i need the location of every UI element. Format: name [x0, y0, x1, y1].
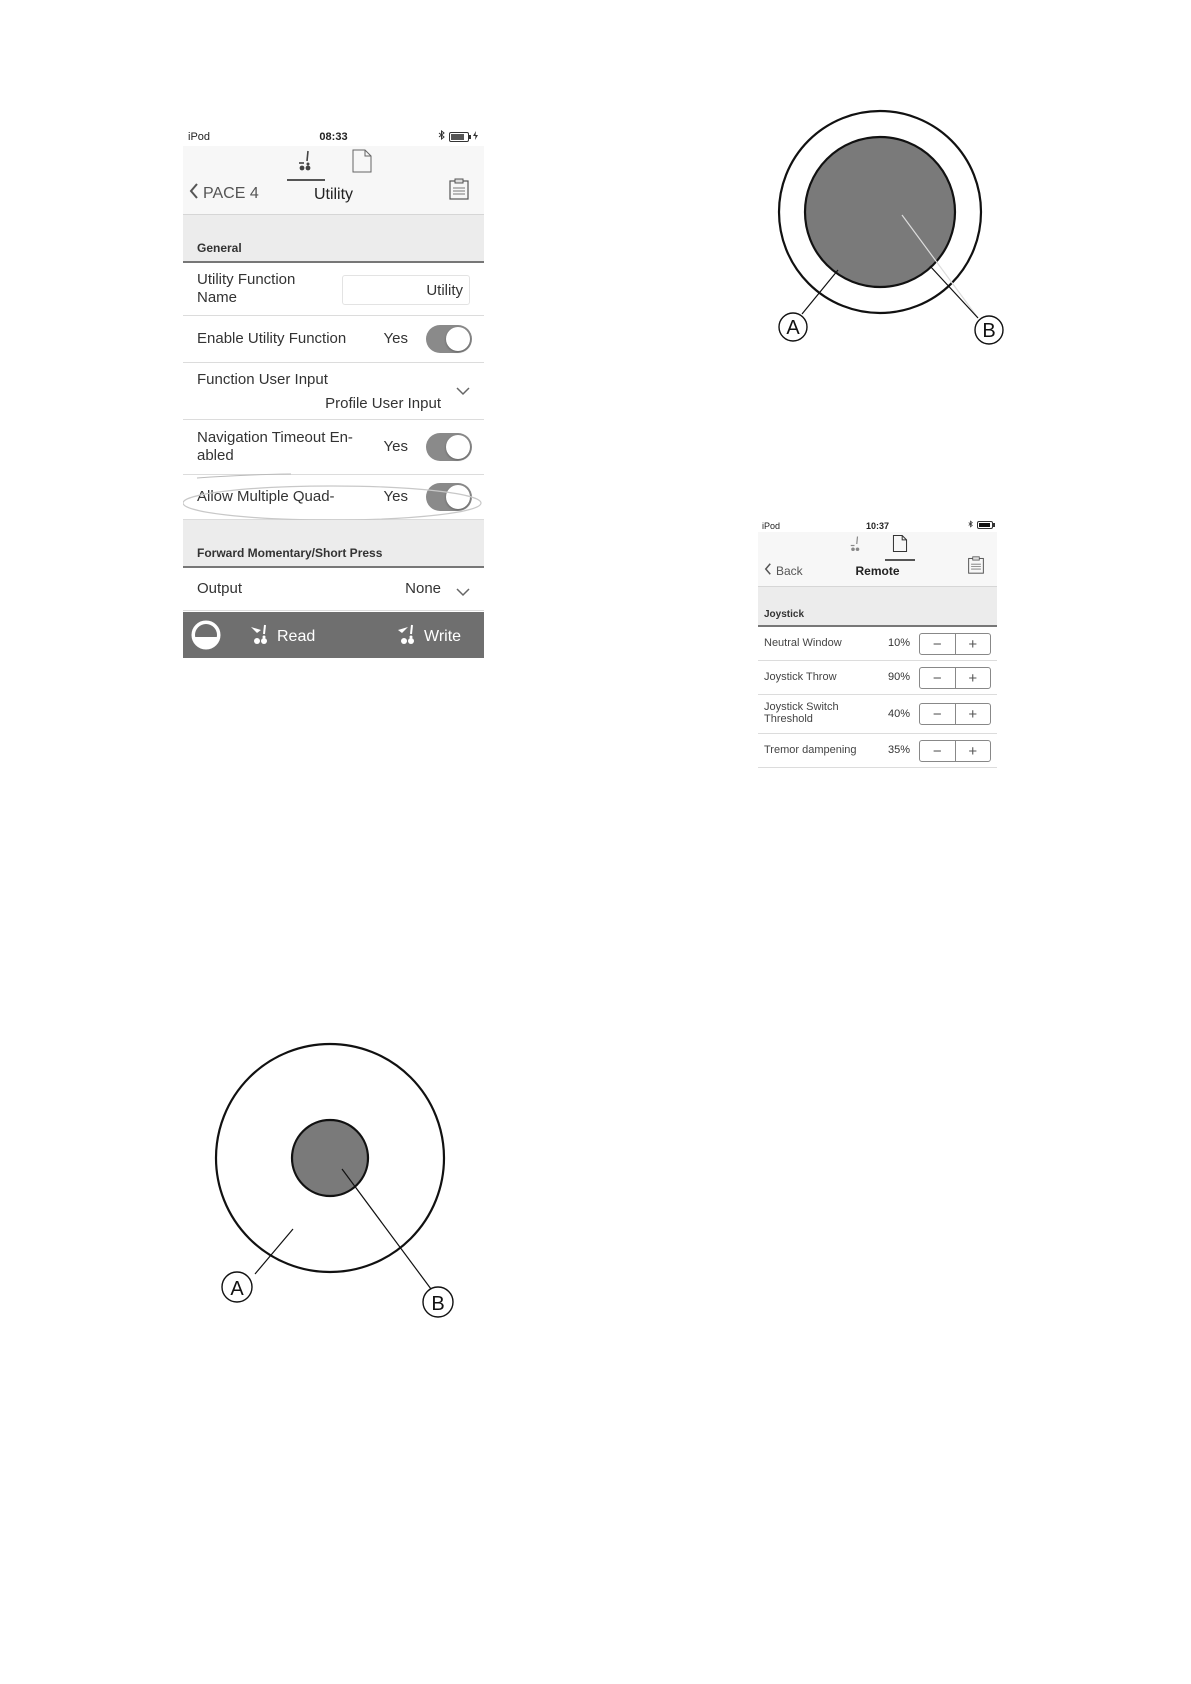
function-input-value: Profile User Input	[325, 395, 441, 412]
row-neutral-window	[758, 627, 997, 661]
battery-icon	[449, 132, 469, 142]
row-utility-function-name	[183, 263, 484, 316]
carrier-label: iPod	[762, 521, 781, 531]
back-label: Back	[776, 563, 803, 578]
enable-toggle[interactable]	[426, 325, 472, 353]
section-forward	[183, 520, 484, 568]
status-bar	[183, 126, 484, 146]
nav-timeout-toggle[interactable]	[426, 433, 472, 461]
write-label: Write	[424, 627, 462, 645]
status-bar	[758, 518, 997, 532]
callout-b-label: B	[431, 1293, 445, 1315]
row-joystick-throw	[758, 661, 997, 695]
joystick-throw-label: Joystick Throw	[764, 671, 837, 683]
remote-settings-screen	[758, 518, 997, 771]
inner-circle	[805, 137, 955, 287]
section-joystick-title: Joystick	[764, 609, 805, 620]
back-label: PACE 4	[203, 184, 259, 202]
highlight-ellipse	[183, 466, 484, 526]
switch-threshold-label: Joystick Switch Threshold	[764, 701, 839, 725]
utility-name-value: Utility	[426, 282, 463, 299]
utility-settings-screen	[183, 126, 484, 662]
multi-quad-label: Allow Multiple Quad-	[197, 488, 335, 505]
clipboard-button[interactable]	[967, 556, 985, 579]
tab-wheelchair[interactable]	[841, 534, 871, 558]
nav-bar	[758, 532, 997, 587]
callout-a-label: A	[786, 317, 800, 339]
decrement-button[interactable]: −	[920, 741, 956, 761]
nav-tabs	[758, 534, 997, 558]
clipboard-icon	[448, 187, 470, 204]
wheelchair-icon	[849, 535, 863, 558]
nav-timeout-value: Yes	[383, 438, 408, 455]
row-enable-utility	[183, 316, 484, 363]
enable-label: Enable Utility Function	[197, 330, 347, 347]
neutral-window-diagram-large	[750, 100, 1020, 350]
callout-b-label: B	[982, 320, 996, 342]
increment-button[interactable]: +	[968, 742, 978, 760]
section-forward-title: Forward Momentary/Short Press	[197, 546, 383, 560]
enable-value: Yes	[383, 330, 408, 347]
multi-quad-value: Yes	[383, 488, 408, 505]
section-general-title: General	[197, 241, 242, 255]
wheelchair-write-icon	[396, 623, 420, 650]
bluetooth-icon	[438, 130, 445, 143]
increment-button[interactable]: +	[968, 635, 978, 653]
carrier-label: iPod	[188, 131, 211, 143]
write-button[interactable]	[396, 623, 461, 650]
wheelchair-icon	[297, 149, 315, 178]
switch-threshold-value: 40%	[887, 708, 910, 720]
status-right	[438, 130, 478, 143]
nav-tabs	[183, 148, 484, 178]
wheelchair-read-icon	[249, 623, 273, 650]
row-output[interactable]	[183, 568, 484, 611]
tab-wheelchair[interactable]	[287, 148, 325, 178]
nav-timeout-label: Navigation Timeout En-abled	[197, 429, 353, 464]
row-function-user-input[interactable]	[183, 363, 484, 420]
decrement-button[interactable]: −	[920, 634, 956, 654]
neutral-window-value: 10%	[887, 637, 910, 649]
nav-bar	[183, 146, 484, 215]
chevron-down-icon	[456, 584, 470, 601]
chevron-down-icon	[456, 383, 470, 400]
tab-document[interactable]	[343, 148, 381, 178]
document-icon	[351, 149, 373, 178]
inner-circle	[292, 1120, 368, 1196]
increment-button[interactable]: +	[968, 669, 978, 687]
tab-document[interactable]	[885, 534, 915, 558]
output-label: Output	[197, 580, 243, 597]
charging-icon	[473, 131, 478, 143]
tremor-dampening-label: Tremor dampening	[764, 744, 857, 756]
utility-name-label: Utility Function Name	[197, 271, 296, 306]
section-joystick	[758, 587, 997, 627]
neutral-window-stepper[interactable]	[919, 633, 991, 655]
decrement-button[interactable]: −	[920, 704, 956, 724]
switch-threshold-stepper[interactable]	[919, 703, 991, 725]
callout-a-label: A	[230, 1278, 244, 1300]
page-title: Remote	[855, 564, 900, 578]
status-time: 10:37	[865, 521, 890, 531]
read-label: Read	[277, 627, 316, 645]
increment-button[interactable]: +	[968, 705, 978, 723]
status-time: 08:33	[319, 131, 348, 143]
section-general	[183, 215, 484, 263]
status-right	[968, 520, 993, 530]
tremor-dampening-stepper[interactable]	[919, 740, 991, 762]
decrement-button[interactable]: −	[920, 668, 956, 688]
neutral-window-label: Neutral Window	[764, 637, 842, 649]
document-icon	[892, 534, 908, 558]
bluetooth-icon	[968, 520, 973, 530]
joystick-throw-value: 90%	[887, 671, 910, 683]
clipboard-icon	[967, 561, 985, 578]
joystick-throw-stepper[interactable]	[919, 667, 991, 689]
tremor-dampening-value: 35%	[887, 744, 910, 756]
row-tremor-dampening	[758, 734, 997, 768]
read-button[interactable]	[249, 623, 315, 650]
clipboard-button[interactable]	[448, 178, 470, 205]
bottom-toolbar	[183, 612, 484, 658]
status-indicator-icon[interactable]	[190, 619, 222, 651]
battery-icon	[977, 521, 993, 529]
row-joystick-switch-threshold	[758, 695, 997, 734]
page-title: Utility	[313, 186, 354, 203]
neutral-window-diagram-small	[205, 1045, 475, 1345]
function-input-label: Function User Input	[197, 371, 328, 388]
utility-name-field[interactable]	[342, 275, 470, 305]
output-value: None	[405, 580, 441, 597]
